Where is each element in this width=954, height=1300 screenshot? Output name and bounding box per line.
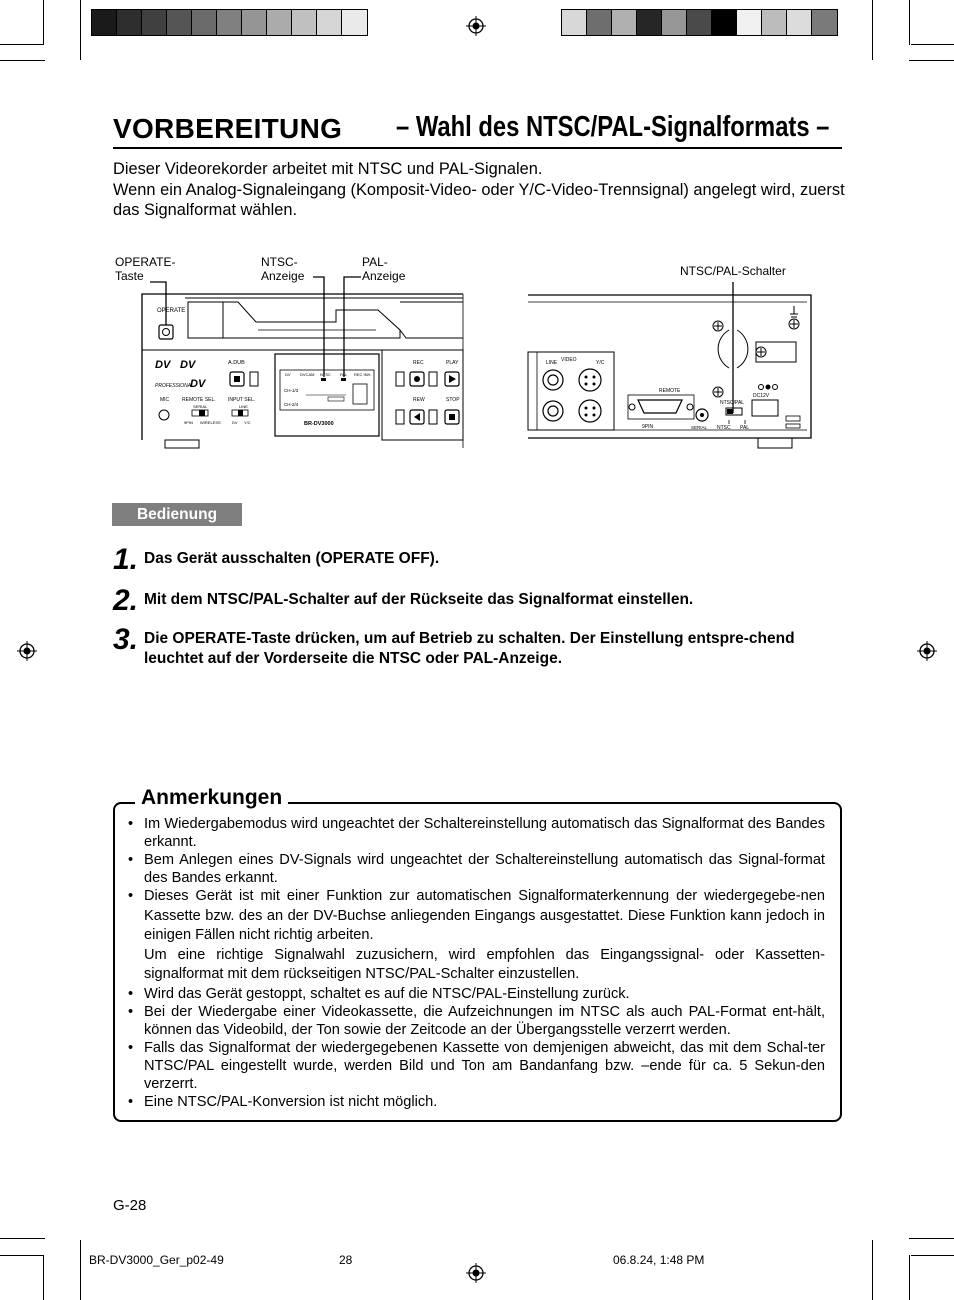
color-bar-right [561,9,838,36]
notes-title: Anmerkungen [135,786,288,810]
svg-text:CH-2/4: CH-2/4 [284,402,299,407]
note-item: • Wird das Gerät gestoppt, schaltet es auf die NTSC/PAL-Einstellung zurück. [128,985,825,1003]
svg-text:OPERATE: OPERATE [157,308,186,314]
color-swatch [737,10,762,35]
svg-text:DC12V: DC12V [753,393,770,399]
svg-text:DV: DV [190,378,206,390]
note-item: • Dieses Gerät ist mit einer Funktion zur automatischen Signalformaterkennung der wiedergegebe-nen Kassette bzw. des an der DV-Buchse anliegenden Eingangs ausgestattet. Diese Funktion kann jedoch in einigen Fällen nicht richtig arbeiten. [128,887,825,946]
color-swatch [787,10,812,35]
svg-text:SERIAL: SERIAL [193,404,208,409]
ntsc-indicator-label: NTSC- Anzeige [261,255,305,283]
intro-line-1: Dieser Videorekorder arbeitet mit NTSC und PAL-Signalen. [113,160,543,178]
ntsc-pal-switch-label: NTSC/PAL-Schalter [680,264,786,278]
color-swatch [192,10,217,35]
registration-mark-icon [466,1263,486,1283]
color-swatch [92,10,117,35]
svg-text:REW: REW [413,397,425,403]
pal-indicator-label: PAL- Anzeige [362,255,406,283]
color-swatch [712,10,737,35]
page-heading [113,107,842,149]
color-swatch [662,10,687,35]
svg-text:9PIN: 9PIN [184,420,193,425]
color-swatch [562,10,587,35]
svg-text:REC INH.: REC INH. [354,372,372,377]
svg-text:DV: DV [285,372,291,377]
svg-text:STOP: STOP [446,397,460,403]
color-swatch [687,10,712,35]
svg-text:REC: REC [413,360,424,366]
registration-mark-icon [917,641,937,661]
svg-text:NTSC: NTSC [320,372,331,377]
color-swatch [267,10,292,35]
svg-text:VIDEO: VIDEO [561,357,577,363]
footer-page: 28 [339,1253,353,1267]
page-number: G-28 [113,1197,147,1214]
color-swatch [292,10,317,35]
svg-text:LINE: LINE [546,360,558,366]
svg-text:NTSC/PAL: NTSC/PAL [720,400,745,406]
svg-text:NTSC: NTSC [717,425,731,431]
front-panel-figure [138,270,468,455]
note-item: • Im Wiedergabemodus wird ungeachtet der Schaltereinstellung automatisch das Signalformat des Bandes erkannt. [128,815,825,851]
svg-text:MIC: MIC [160,397,170,403]
svg-text:PAL: PAL [340,372,348,377]
svg-text:REMOTE: REMOTE [659,388,681,394]
footer-filename: BR-DV3000_Ger_p02-49 [89,1253,224,1267]
svg-text:Y/C: Y/C [244,420,251,425]
svg-text:INPUT SEL.: INPUT SEL. [228,397,256,403]
svg-text:BR-DV3000: BR-DV3000 [304,421,334,427]
page-title: – Wahl des NTSC/PAL-Signalformats – [396,111,830,143]
color-swatch [587,10,612,35]
color-swatch [762,10,787,35]
svg-text:REMOTE SEL.: REMOTE SEL. [182,397,216,403]
svg-text:9PIN: 9PIN [642,424,654,430]
svg-text:DV: DV [232,420,238,425]
svg-text:DV: DV [180,359,196,371]
note-item: • Falls das Signalformat der wiedergegebenen Kassette von demjenigen abweicht, das mit dem Schal-ter NTSC/PAL eingestellt wurde, werden Bild und Ton am Bandanfang bzw. –ende für ca. 5 Sekun-den verzerrt. [128,1039,825,1093]
svg-text:WIRELESS: WIRELESS [200,420,221,425]
svg-text:A.DUB: A.DUB [228,360,245,366]
notes-list [128,815,825,1111]
svg-text:DVCAM: DVCAM [300,372,315,377]
color-swatch [342,10,367,35]
section-title: VORBEREITUNG [113,113,343,144]
svg-text:DV: DV [155,359,171,371]
color-swatch [812,10,837,35]
svg-text:Y/C: Y/C [596,360,605,366]
svg-text:LINE: LINE [239,404,248,409]
color-swatch [167,10,192,35]
note-item: • Eine NTSC/PAL-Konversion ist nicht möglich. [128,1093,825,1111]
registration-mark-icon [17,641,37,661]
note-item: • Bei der Wiedergabe einer Videokassette, die Aufzeichnungen im NTSC als auch PAL-Format ent-hält, können das Videobild, der Ton sowie der Zeitcode an der Übergangsstelle verzerrt werden. [128,1003,825,1039]
color-swatch [637,10,662,35]
color-swatch [217,10,242,35]
svg-text:SERIAL: SERIAL [691,425,708,430]
note-item: • Bem Anlegen eines DV-Signals wird ungeachtet der Schaltereinstellung automatisch das Signal-format des Bandes erkannt. [128,851,825,887]
rear-panel-figure [524,280,816,455]
color-swatch [142,10,167,35]
intro-line-2: Wenn ein Analog-Signaleingang (Komposit-Video- oder Y/C-Video-Trennsignal) angelegt wird, zuerst das Signalformat wählen. [113,180,845,219]
color-swatch [612,10,637,35]
svg-text:PLAY: PLAY [446,360,459,366]
intro-text [113,159,848,221]
section-tag-bedienung: Bedienung [112,503,242,526]
color-swatch [317,10,342,35]
operate-label: OPERATE- Taste [115,255,176,283]
color-swatch [242,10,267,35]
color-bar-left [91,9,368,36]
svg-text:PROFESSIONAL: PROFESSIONAL [155,383,194,389]
registration-mark-icon [466,16,486,36]
note-item-continued: Um eine richtige Signalwahl zuzusichern, wird empfohlen das Eingangssignal- oder Kassetten-signalformat mit dem rückseitigen NTSC/PAL-Schalter einzustellen. [144,946,825,982]
footer-date: 06.8.24, 1:48 PM [613,1253,705,1267]
svg-text:CH-1/3: CH-1/3 [284,388,299,393]
svg-text:PAL: PAL [740,425,750,431]
color-swatch [117,10,142,35]
